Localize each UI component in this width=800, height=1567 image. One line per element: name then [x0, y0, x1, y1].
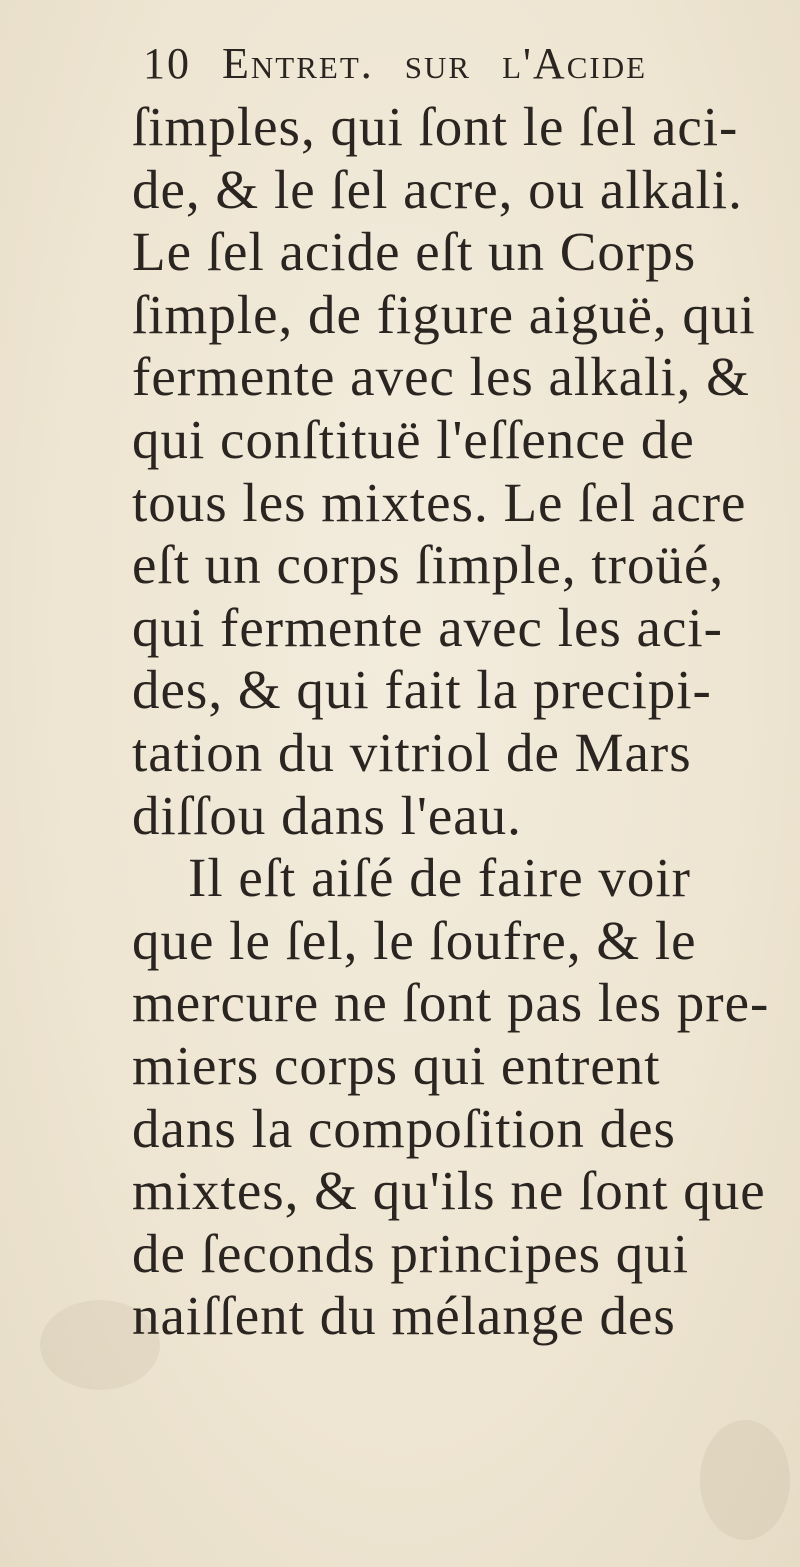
text-line: tation du vitriol de Mars [132, 721, 692, 783]
running-title-word: Entret. [222, 39, 374, 88]
running-title-word: sur [404, 39, 472, 88]
running-title-word: l'Acide [502, 39, 648, 88]
text-line: fermente avec les alkali, & [132, 346, 750, 408]
text-line: tous les mixtes. Le ſel acre [132, 471, 747, 533]
text-line: de ſeconds principes qui [132, 1222, 690, 1284]
paper-stain [700, 1420, 790, 1540]
text-line: Le ſel acide eſt un Corps [132, 221, 697, 283]
text-line: diſſou dans l'eau. [132, 784, 522, 846]
text-line: qui fermente avec les aci- [132, 596, 723, 658]
body-text [132, 96, 772, 1348]
text-line: de, & le ſel acre, ou alkali. [132, 158, 743, 220]
text-line: des, & qui fait la precipi- [132, 659, 712, 721]
text-line: dans la compoſition des [132, 1097, 676, 1159]
text-line: ſimples, qui ſont le ſel aci- [132, 96, 739, 157]
text-line: miers corps qui entrent [132, 1034, 661, 1096]
text-line: ſimple, de figure aiguë, qui [132, 283, 756, 345]
text-line: qui conſtituë l'eſſence de [132, 408, 695, 470]
text-line: mixtes, & qu'ils ne ſont que [132, 1160, 766, 1222]
text-line: eſt un corps ſimple, troüé, [132, 534, 725, 596]
paragraph-first-line: Il eſt aiſé de faire voir [188, 847, 691, 909]
text-line: naiſſent du mélange des [132, 1285, 676, 1347]
text-line: que le ſel, le ſoufre, & le [132, 909, 697, 971]
page-number: 10 [143, 39, 191, 88]
text-line: mercure ne ſont pas les pre- [132, 972, 770, 1034]
running-header [143, 38, 703, 89]
